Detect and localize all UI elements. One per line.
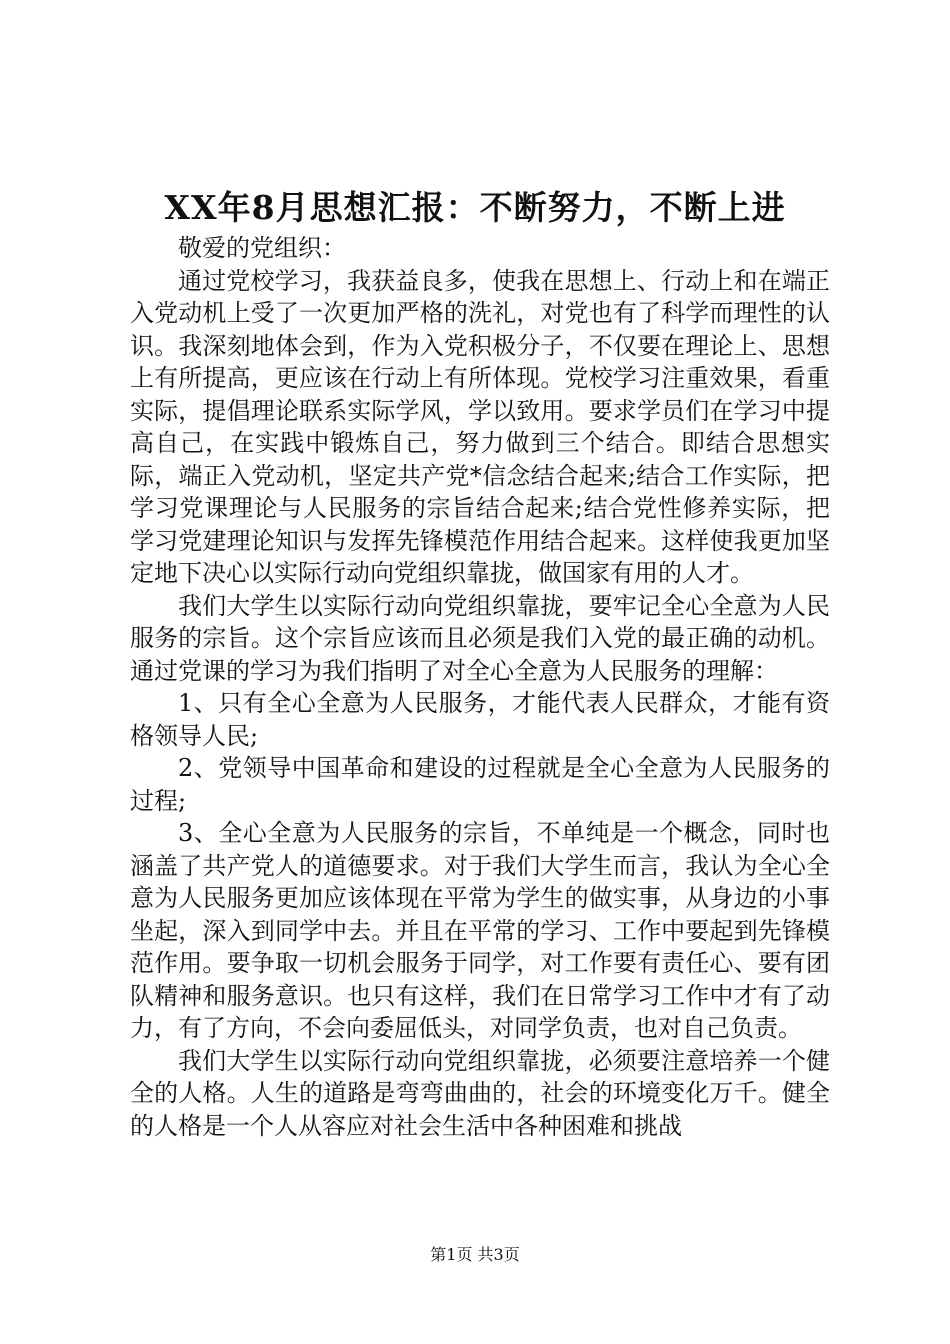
paragraph-5: 3、全心全意为人民服务的宗旨，不单纯是一个概念，同时也涵盖了共产党人的道德要求。对于我们大学生而言，我认为全心全意为人民服务更加应该体现在平常为学生的做实事，从身边的小事坐起，深入到同学中去。并且在平常的学习、工作中要起到先锋模范作用。要争取一切机会服务于同学，对工作要有责任心、要有团队精神和服务意识。也只有这样，我们在日常学习工作中才有了动力，有了方向，不会向委屈低头，对同学负责，也对自己负责。 (130, 819, 830, 1042)
page-number-footer: 第1页 共3页 (430, 1245, 520, 1264)
salutation: 敬爱的党组织： (178, 234, 346, 262)
paragraph-4: 2、党领导中国革命和建设的过程就是全心全意为人民服务的过程; (130, 754, 830, 815)
paragraph-2: 我们大学生以实际行动向党组织靠拢，要牢记全心全意为人民服务的宗旨。这个宗旨应该而且必须是我们入党的最正确的动机。通过党课的学习为我们指明了对全心全意为人民服务的理解： (130, 591, 830, 685)
paragraph-6: 我们大学生以实际行动向党组织靠拢，必须要注意培养一个健全的人格。人生的道路是弯弯曲曲的，社会的环境变化万千。健全的人格是一个人从容应对社会生活中各种困难和挑战 (130, 1046, 830, 1140)
document-title: XX年8月思想汇报：不断努力，不断上进 (164, 188, 786, 227)
paragraph-3: 1、只有全心全意为人民服务，才能代表人民群众，才能有资格领导人民; (130, 689, 830, 750)
document-body (130, 232, 830, 1142)
paragraph-1: 通过党校学习，我获益良多，使我在思想上、行动上和在端正入党动机上受了一次更加严格的洗礼，对党也有了科学而理性的认识。我深刻地体会到，作为入党积极分子，不仅要在理论上、思想上有所提高，更应该在行动上有所体现。党校学习注重效果，看重实际，提倡理论联系实际学风，学以致用。要求学员们在学习中提高自己，在实践中锻炼自己，努力做到三个结合。即结合思想实际，端正入党动机，坚定共产党*信念结合起来;结合工作实际，把学习党课理论与人民服务的宗旨结合起来;结合党性修养实际，把学习党建理论知识与发挥先锋模范作用结合起来。这样使我更加坚定地下决心以实际行动向党组织靠拢，做国家有用的人才。 (130, 266, 830, 587)
